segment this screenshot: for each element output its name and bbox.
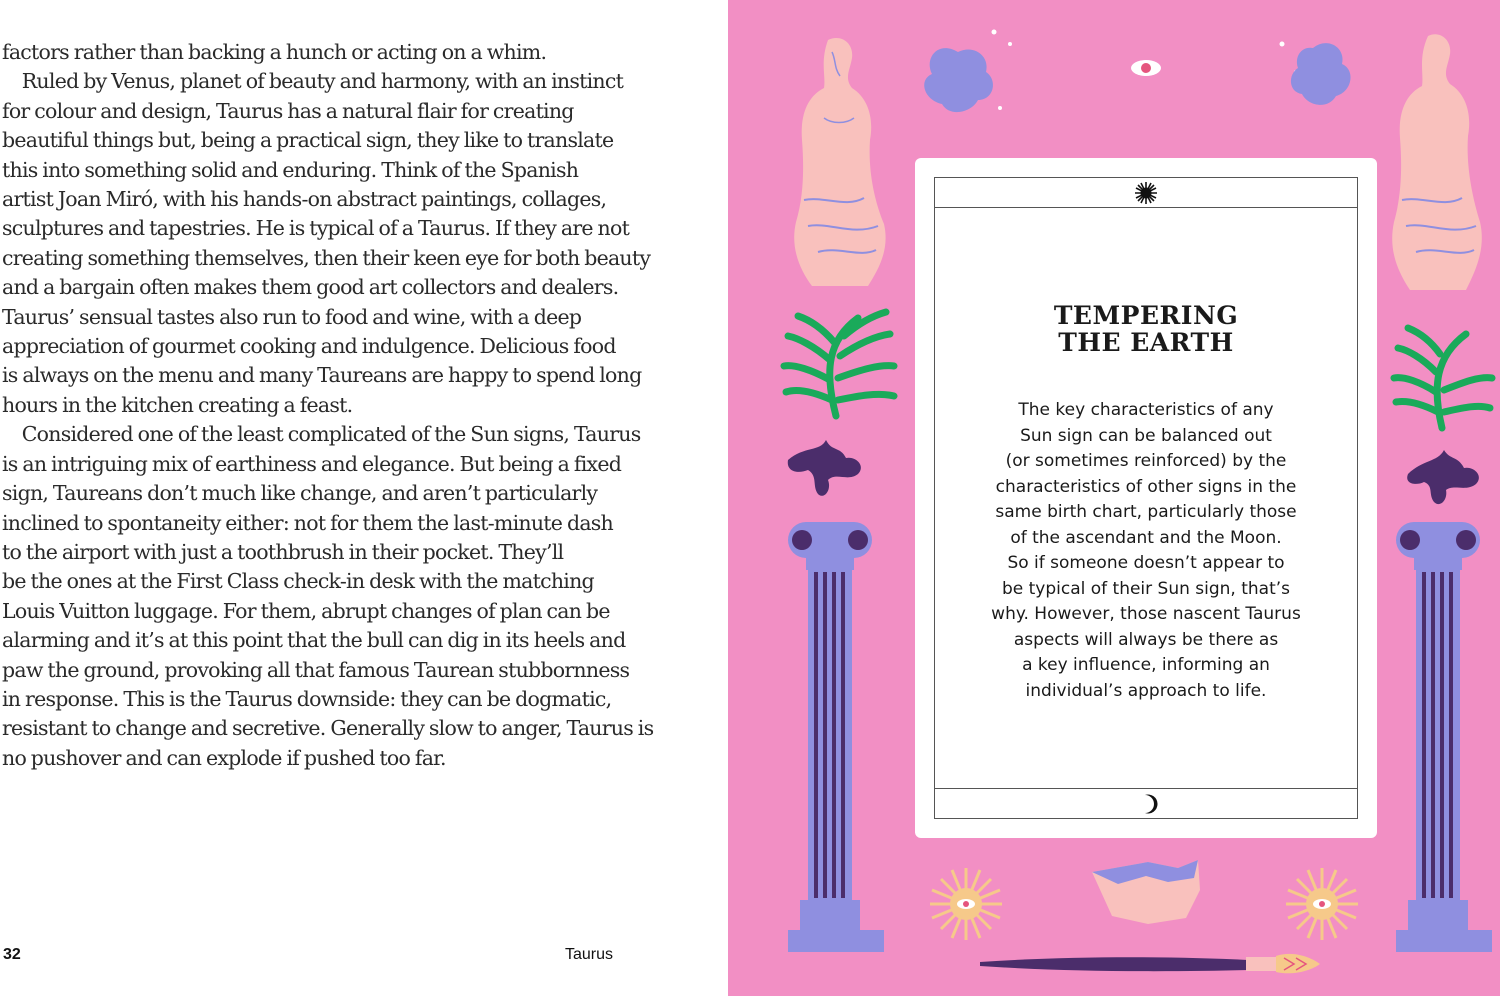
column-icon [788,522,884,952]
text-line: inclined to spontaneity either: not for them the last-minute dash [2,510,614,535]
leaf-icon [924,48,993,112]
leaf-icon [1407,450,1479,504]
divider [935,207,1357,208]
box-text-line: aspects will always be there as [1013,629,1279,650]
text-line: Taurus’ sensual tastes also run to food and wine, with a deep [2,304,582,329]
text-line: no pushover and can explode if pushed too far. [2,745,446,770]
text-line: and a bargain often makes them good art collectors and dealers. [2,275,619,300]
box-text-line: Sun sign can be balanced out [1020,425,1272,446]
box-text-line: same birth chart, particularly those [995,502,1297,522]
box-text-line: a key influence, informing an [1022,655,1270,675]
box-text-line: So if someone doesn’t appear to [1007,553,1285,573]
moon-icon [1136,793,1158,815]
text-line: to the airport with just a toothbrush in their pocket. They’ll [2,539,564,564]
text-line: resistant to change and secretive. Generally slow to anger, Taurus is [2,716,654,741]
text-line: creating something themselves, then their keen eye for both beauty [2,245,651,270]
fern-icon [784,312,894,416]
box-title [935,302,1357,356]
text-line: hours in the kitchen creating a feast. [2,392,353,417]
info-box [915,158,1377,838]
left-page [0,0,728,996]
text-line: is an intriguing mix of earthiness and elegance. But being a fixed [2,451,622,476]
box-text-line: (or sometimes reinforced) by the [1005,451,1287,471]
divider [935,788,1357,789]
fern-icon [1394,328,1492,428]
page-number: 32 [3,946,21,963]
stone-fragment-icon [1092,860,1200,924]
right-page [728,0,1500,996]
running-title: Taurus [565,946,614,963]
text-line: in response. This is the Taurus downside: they can be dogmatic, [2,686,612,711]
text-line: artist Joan Miró, with his hands-on abstract paintings, collages, [2,187,607,212]
text-line: for colour and design, Taurus has a natural flair for creating [2,98,574,123]
sun-icon [1134,181,1158,205]
text-line: beautiful things but, being a practical sign, they like to translate [2,128,614,153]
statue-icon [794,38,885,286]
column-icon [1396,522,1492,952]
text-line: Louis Vuitton luggage. For them, abrupt changes of plan can be [2,598,610,623]
box-text [935,398,1357,704]
leaf-icon [1291,43,1351,105]
box-text-line: The key characteristics of any [1018,400,1274,420]
text-line: sign, Taureans don’t much like change, and aren’t particularly [2,481,598,506]
info-box-frame [934,177,1358,819]
sun-eye-icon [1286,868,1358,940]
text-line: appreciation of gourmet cooking and indulgence. Delicious food [2,334,616,359]
text-line: Considered one of the least complicated of the Sun signs, Taurus [2,422,641,447]
moon-eye-icon [1104,28,1170,113]
text-line: this into something solid and enduring. Think of the Spanish [2,157,579,182]
text-line: factors rather than backing a hunch or acting on a whim. [2,40,547,64]
leaf-icon [788,440,861,496]
sun-eye-icon [930,868,1002,940]
box-text-line: individual’s approach to life. [1025,680,1267,701]
paintbrush-icon [980,954,1320,973]
box-title-line: THE EARTH [1058,328,1234,357]
text-line: alarming and it’s at this point that the bull can dig in its heels and [2,628,626,653]
box-text-line: why. However, those nascent Taurus [991,604,1301,624]
text-line: is always on the menu and many Taureans are happy to spend long [2,363,642,388]
statue-icon [1392,34,1482,290]
box-text-line: of the ascendant and the Moon. [1010,527,1282,548]
box-title-line: TEMPERING [1053,301,1239,330]
text-line: paw the ground, provoking all that famous Taurean stubbornness [2,657,630,682]
text-line: Ruled by Venus, planet of beauty and harmony, with an instinct [2,69,624,94]
box-text-line: be typical of their Sun sign, that’s [1001,578,1291,599]
text-line: be the ones at the First Class check-in desk with the matching [2,569,594,594]
box-text-line: characteristics of other signs in the [995,476,1297,497]
text-line: sculptures and tapestries. He is typical of a Taurus. If they are not [2,216,630,241]
body-text [2,38,654,773]
